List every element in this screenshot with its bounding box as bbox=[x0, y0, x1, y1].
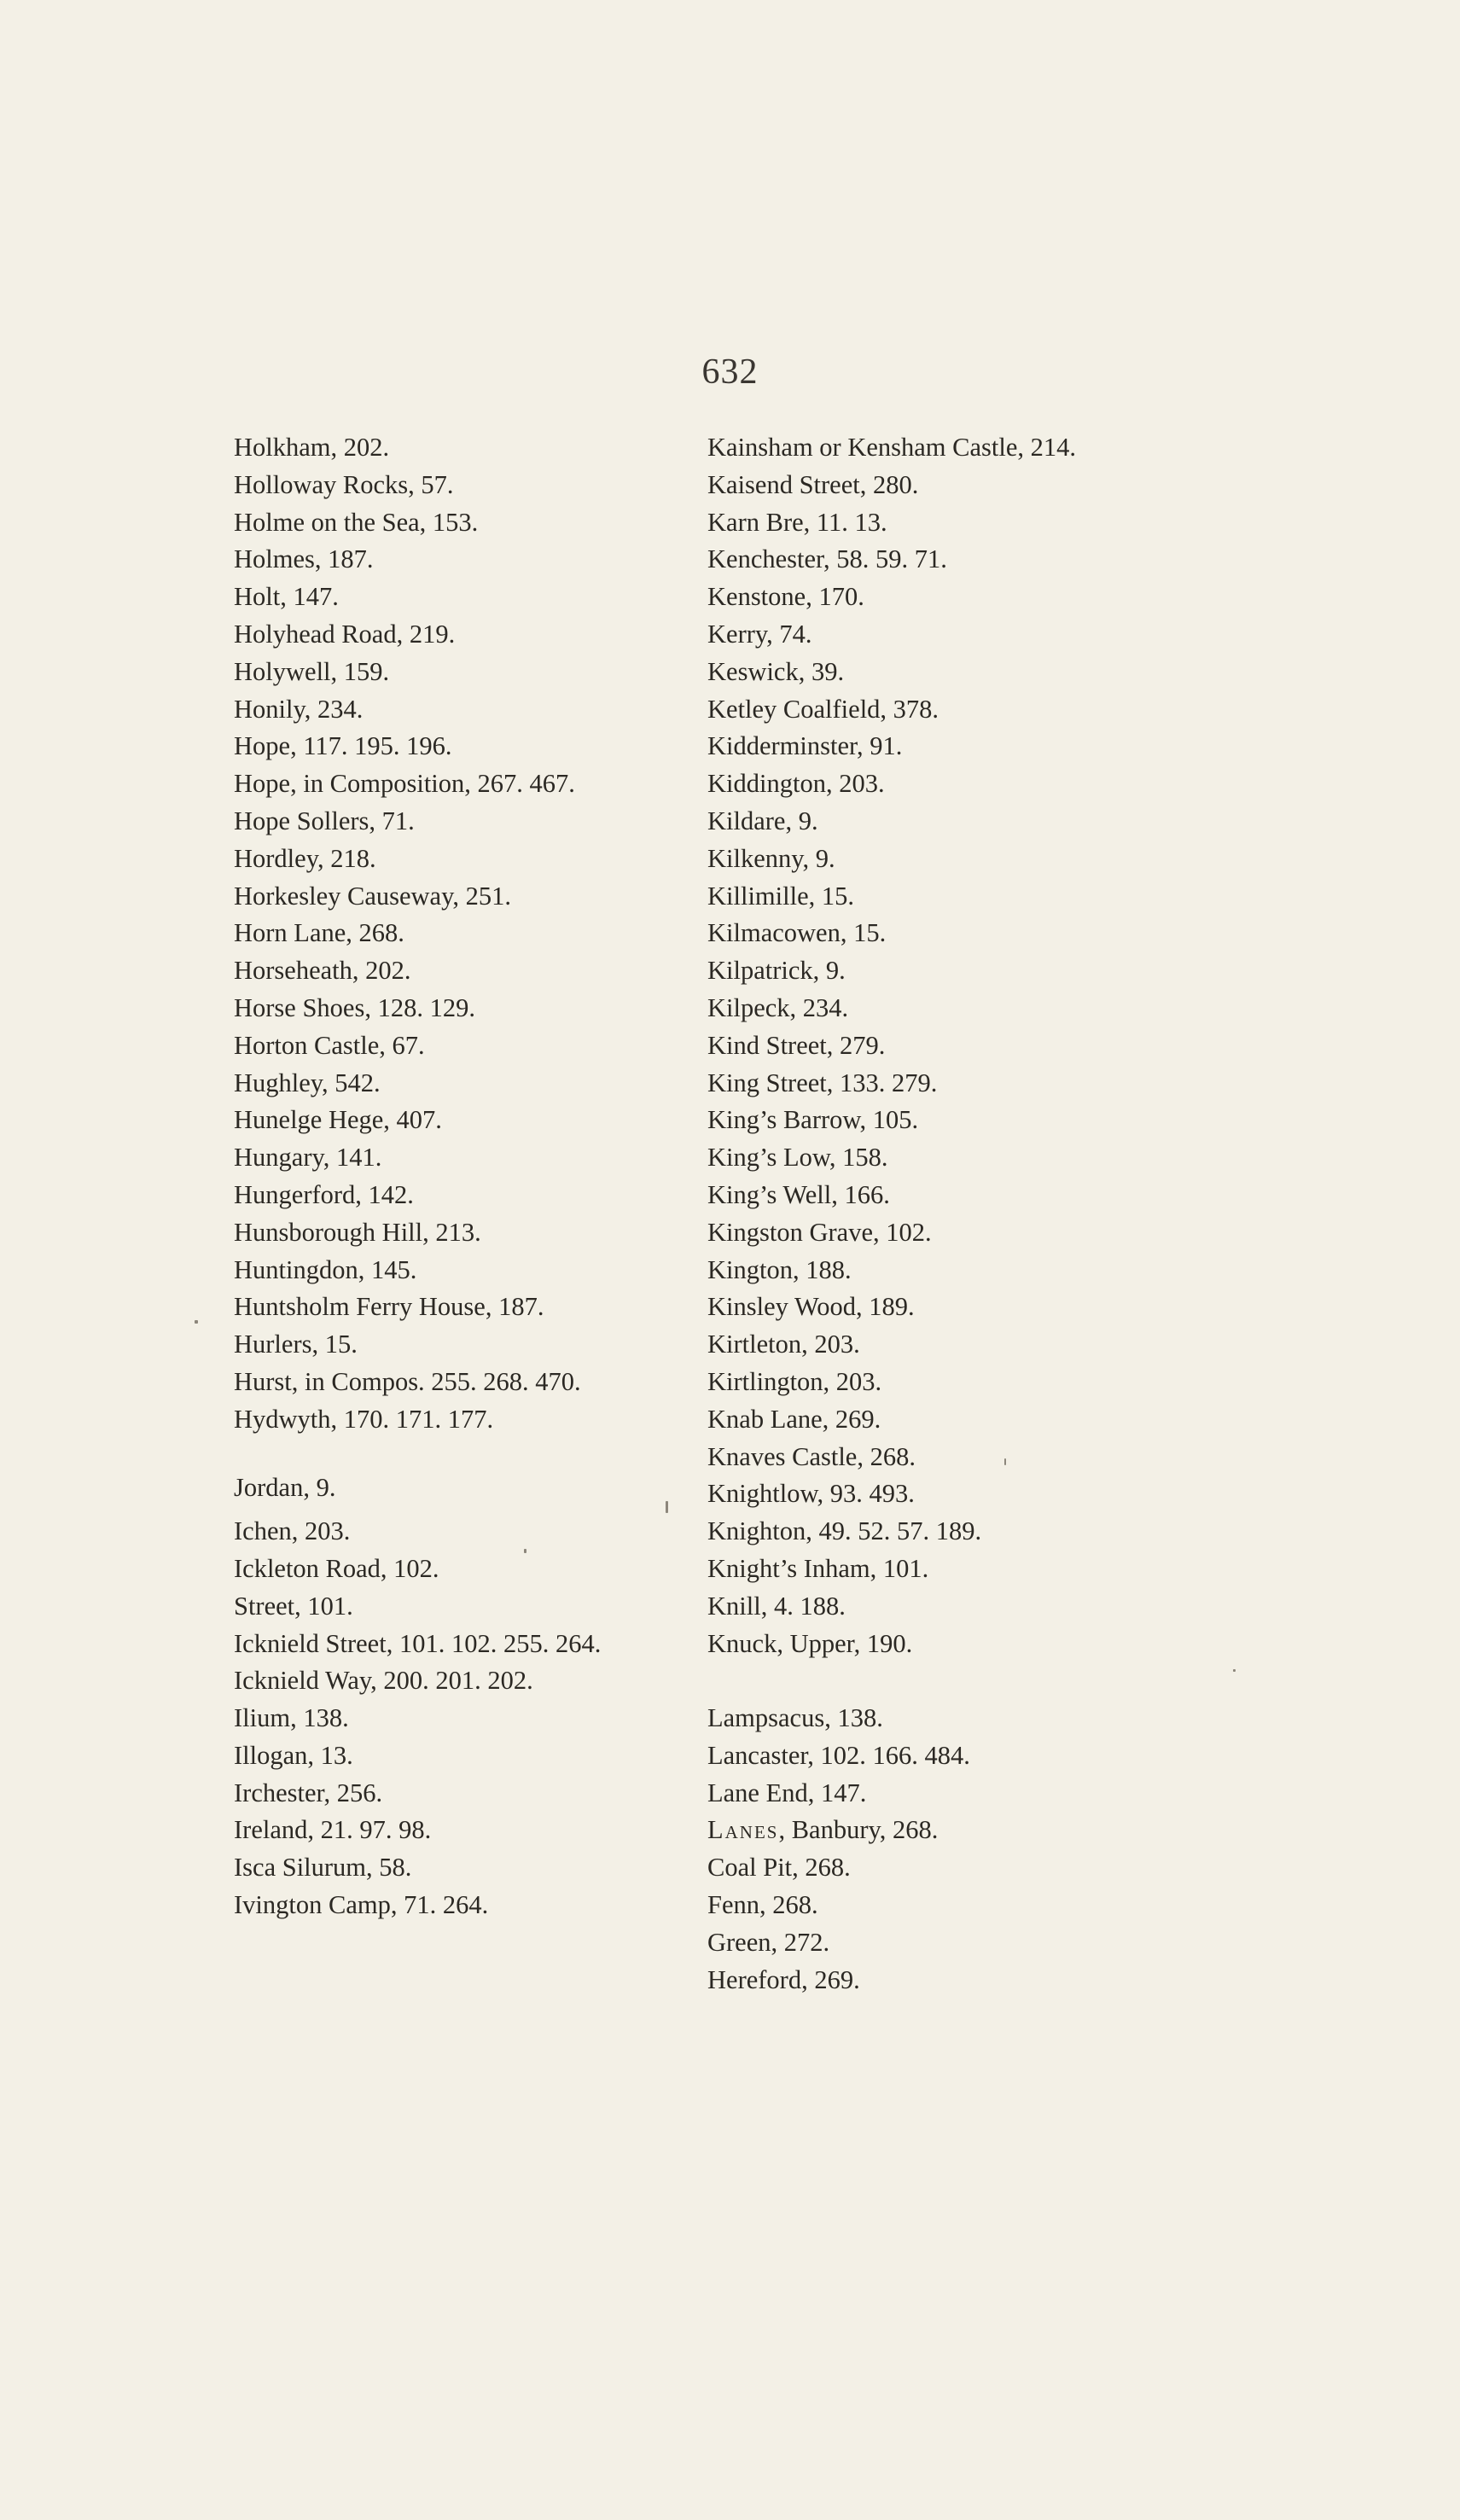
index-entry: Knight’s Inham, 101. bbox=[707, 1553, 929, 1583]
index-entry-lanes bbox=[707, 1812, 1076, 1849]
index-entry: Knightlow, 93. 493. bbox=[707, 1479, 915, 1509]
index-entry: Hurst, in Compos. 255. 268. 470. bbox=[234, 1366, 581, 1396]
index-entry: Huntingdon, 145. bbox=[234, 1254, 417, 1284]
index-entry: Horse Shoes, 128. 129. bbox=[234, 992, 475, 1022]
index-entry: Kington, 188. bbox=[707, 1254, 852, 1284]
index-entry: Hope, 117. 195. 196. bbox=[234, 731, 452, 761]
index-entry: Horkesley Causeway, 251. bbox=[234, 881, 511, 911]
index-entry: Ilium, 138. bbox=[234, 1703, 349, 1733]
index-entry: Kidderminster, 91. bbox=[707, 731, 903, 761]
index-entry: King’s Low, 158. bbox=[707, 1143, 888, 1173]
lanes-first-subentry: , Banbury, 268. bbox=[778, 1815, 939, 1845]
index-entry: Ickleton Road, 102. bbox=[234, 1553, 439, 1583]
index-entry: Hydwyth, 170. 171. 177. bbox=[234, 1404, 494, 1434]
paper-speck bbox=[666, 1501, 668, 1513]
index-entry: Ivington Camp, 71. 264. bbox=[234, 1890, 489, 1920]
index-entry: Knill, 4. 188. bbox=[707, 1591, 846, 1621]
index-entry: Holkham, 202. bbox=[234, 433, 390, 462]
index-entry: Holyhead Road, 219. bbox=[234, 619, 456, 649]
index-subentry: Green, 272. bbox=[707, 1927, 830, 1957]
index-entry: Ketley Coalfield, 378. bbox=[707, 694, 939, 724]
index-entry: Keswick, 39. bbox=[707, 656, 845, 686]
index-entry: Holt, 147. bbox=[234, 582, 339, 612]
index-entry: Hungerford, 142. bbox=[234, 1179, 414, 1209]
index-entry: Kenchester, 58. 59. 71. bbox=[707, 544, 947, 574]
index-entry: Karn Bre, 11. 13. bbox=[707, 507, 887, 537]
index-entry: Kingston Grave, 102. bbox=[707, 1217, 932, 1247]
section-gap bbox=[707, 1662, 1076, 1700]
index-subentry: Coal Pit, 268. bbox=[707, 1853, 851, 1883]
index-entry: Knighton, 49. 52. 57. 189. bbox=[707, 1516, 982, 1546]
index-entry: Ireland, 21. 97. 98. bbox=[234, 1815, 432, 1845]
paper-speck bbox=[195, 1320, 198, 1324]
index-entry: Icknield Way, 200. 201. 202. bbox=[234, 1666, 533, 1696]
lanes-heading: Lanes bbox=[707, 1815, 779, 1845]
index-subentry: Hereford, 269. bbox=[707, 1964, 860, 1994]
index-entry: Kenstone, 170. bbox=[707, 582, 864, 612]
index-entry: Hordley, 218. bbox=[234, 843, 376, 873]
index-entry: Lampsacus, 138. bbox=[707, 1703, 883, 1733]
index-entry: King’s Well, 166. bbox=[707, 1179, 890, 1209]
index-entry: King Street, 133. 279. bbox=[707, 1068, 938, 1097]
paper-speck bbox=[1004, 1458, 1006, 1465]
index-entry: Horton Castle, 67. bbox=[234, 1030, 425, 1060]
index-entry: Isca Silurum, 58. bbox=[234, 1853, 412, 1883]
index-entry: Ichen, 203. bbox=[234, 1516, 351, 1546]
index-entry: Honily, 234. bbox=[234, 694, 364, 724]
index-entry: Holloway Rocks, 57. bbox=[234, 469, 454, 499]
paper-speck bbox=[524, 1549, 526, 1553]
index-entry: Holywell, 159. bbox=[234, 656, 390, 686]
index-entry: Hughley, 542. bbox=[234, 1068, 381, 1097]
index-entry: Kilkenny, 9. bbox=[707, 843, 835, 873]
index-column-left bbox=[234, 429, 601, 1924]
index-entry: Lancaster, 102. 166. 484. bbox=[707, 1740, 970, 1770]
index-entry: Kerry, 74. bbox=[707, 619, 812, 649]
index-entry: Hurlers, 15. bbox=[234, 1330, 358, 1359]
index-entry: Kirtlington, 203. bbox=[707, 1366, 882, 1396]
index-entry: Hope Sollers, 71. bbox=[234, 806, 415, 835]
index-entry: Kind Street, 279. bbox=[707, 1030, 886, 1060]
index-entry: Holmes, 187. bbox=[234, 544, 374, 574]
index-entry: Kainsham or Kensham Castle, 214. bbox=[707, 433, 1077, 462]
index-entry: Lane End, 147. bbox=[707, 1778, 867, 1807]
index-entry: Kilpatrick, 9. bbox=[707, 956, 846, 986]
index-entry: Hunelge Hege, 407. bbox=[234, 1105, 442, 1135]
index-entry: Horseheath, 202. bbox=[234, 956, 411, 986]
index-entry: Kaisend Street, 280. bbox=[707, 469, 919, 499]
index-entry: Hunsborough Hill, 213. bbox=[234, 1217, 481, 1247]
index-entry: Irchester, 256. bbox=[234, 1778, 383, 1807]
page-number: 632 bbox=[701, 352, 759, 392]
index-column-right bbox=[707, 429, 1076, 1999]
index-entry: Knab Lane, 269. bbox=[707, 1404, 881, 1434]
index-entry: Huntsholm Ferry House, 187. bbox=[234, 1292, 544, 1322]
index-entry: Knaves Castle, 268. bbox=[707, 1441, 916, 1471]
index-subentry: Street, 101. bbox=[234, 1591, 353, 1621]
index-entry: Hope, in Composition, 267. 467. bbox=[234, 769, 575, 799]
index-entry: Knuck, Upper, 190. bbox=[707, 1628, 913, 1658]
index-entry: Kilmacowen, 15. bbox=[707, 918, 887, 948]
index-entry: Kilpeck, 234. bbox=[707, 992, 849, 1022]
index-entry: Illogan, 13. bbox=[234, 1740, 353, 1770]
index-entry: Kildare, 9. bbox=[707, 806, 818, 835]
index-entry: Holme on the Sea, 153. bbox=[234, 507, 479, 537]
index-entry: Hungary, 141. bbox=[234, 1143, 382, 1173]
paper-speck bbox=[1233, 1669, 1236, 1672]
index-entry: Icknield Street, 101. 102. 255. 264. bbox=[234, 1628, 602, 1658]
index-entry: Killimille, 15. bbox=[707, 881, 854, 911]
index-entry: Kinsley Wood, 189. bbox=[707, 1292, 915, 1322]
index-subentry: Fenn, 268. bbox=[707, 1890, 818, 1920]
index-entry: Horn Lane, 268. bbox=[234, 918, 404, 948]
index-entry-jordan: Jordan, 9. bbox=[234, 1473, 336, 1502]
index-entry: Kirtleton, 203. bbox=[707, 1330, 860, 1359]
index-entry: King’s Barrow, 105. bbox=[707, 1105, 919, 1135]
index-entry: Kiddington, 203. bbox=[707, 769, 885, 799]
